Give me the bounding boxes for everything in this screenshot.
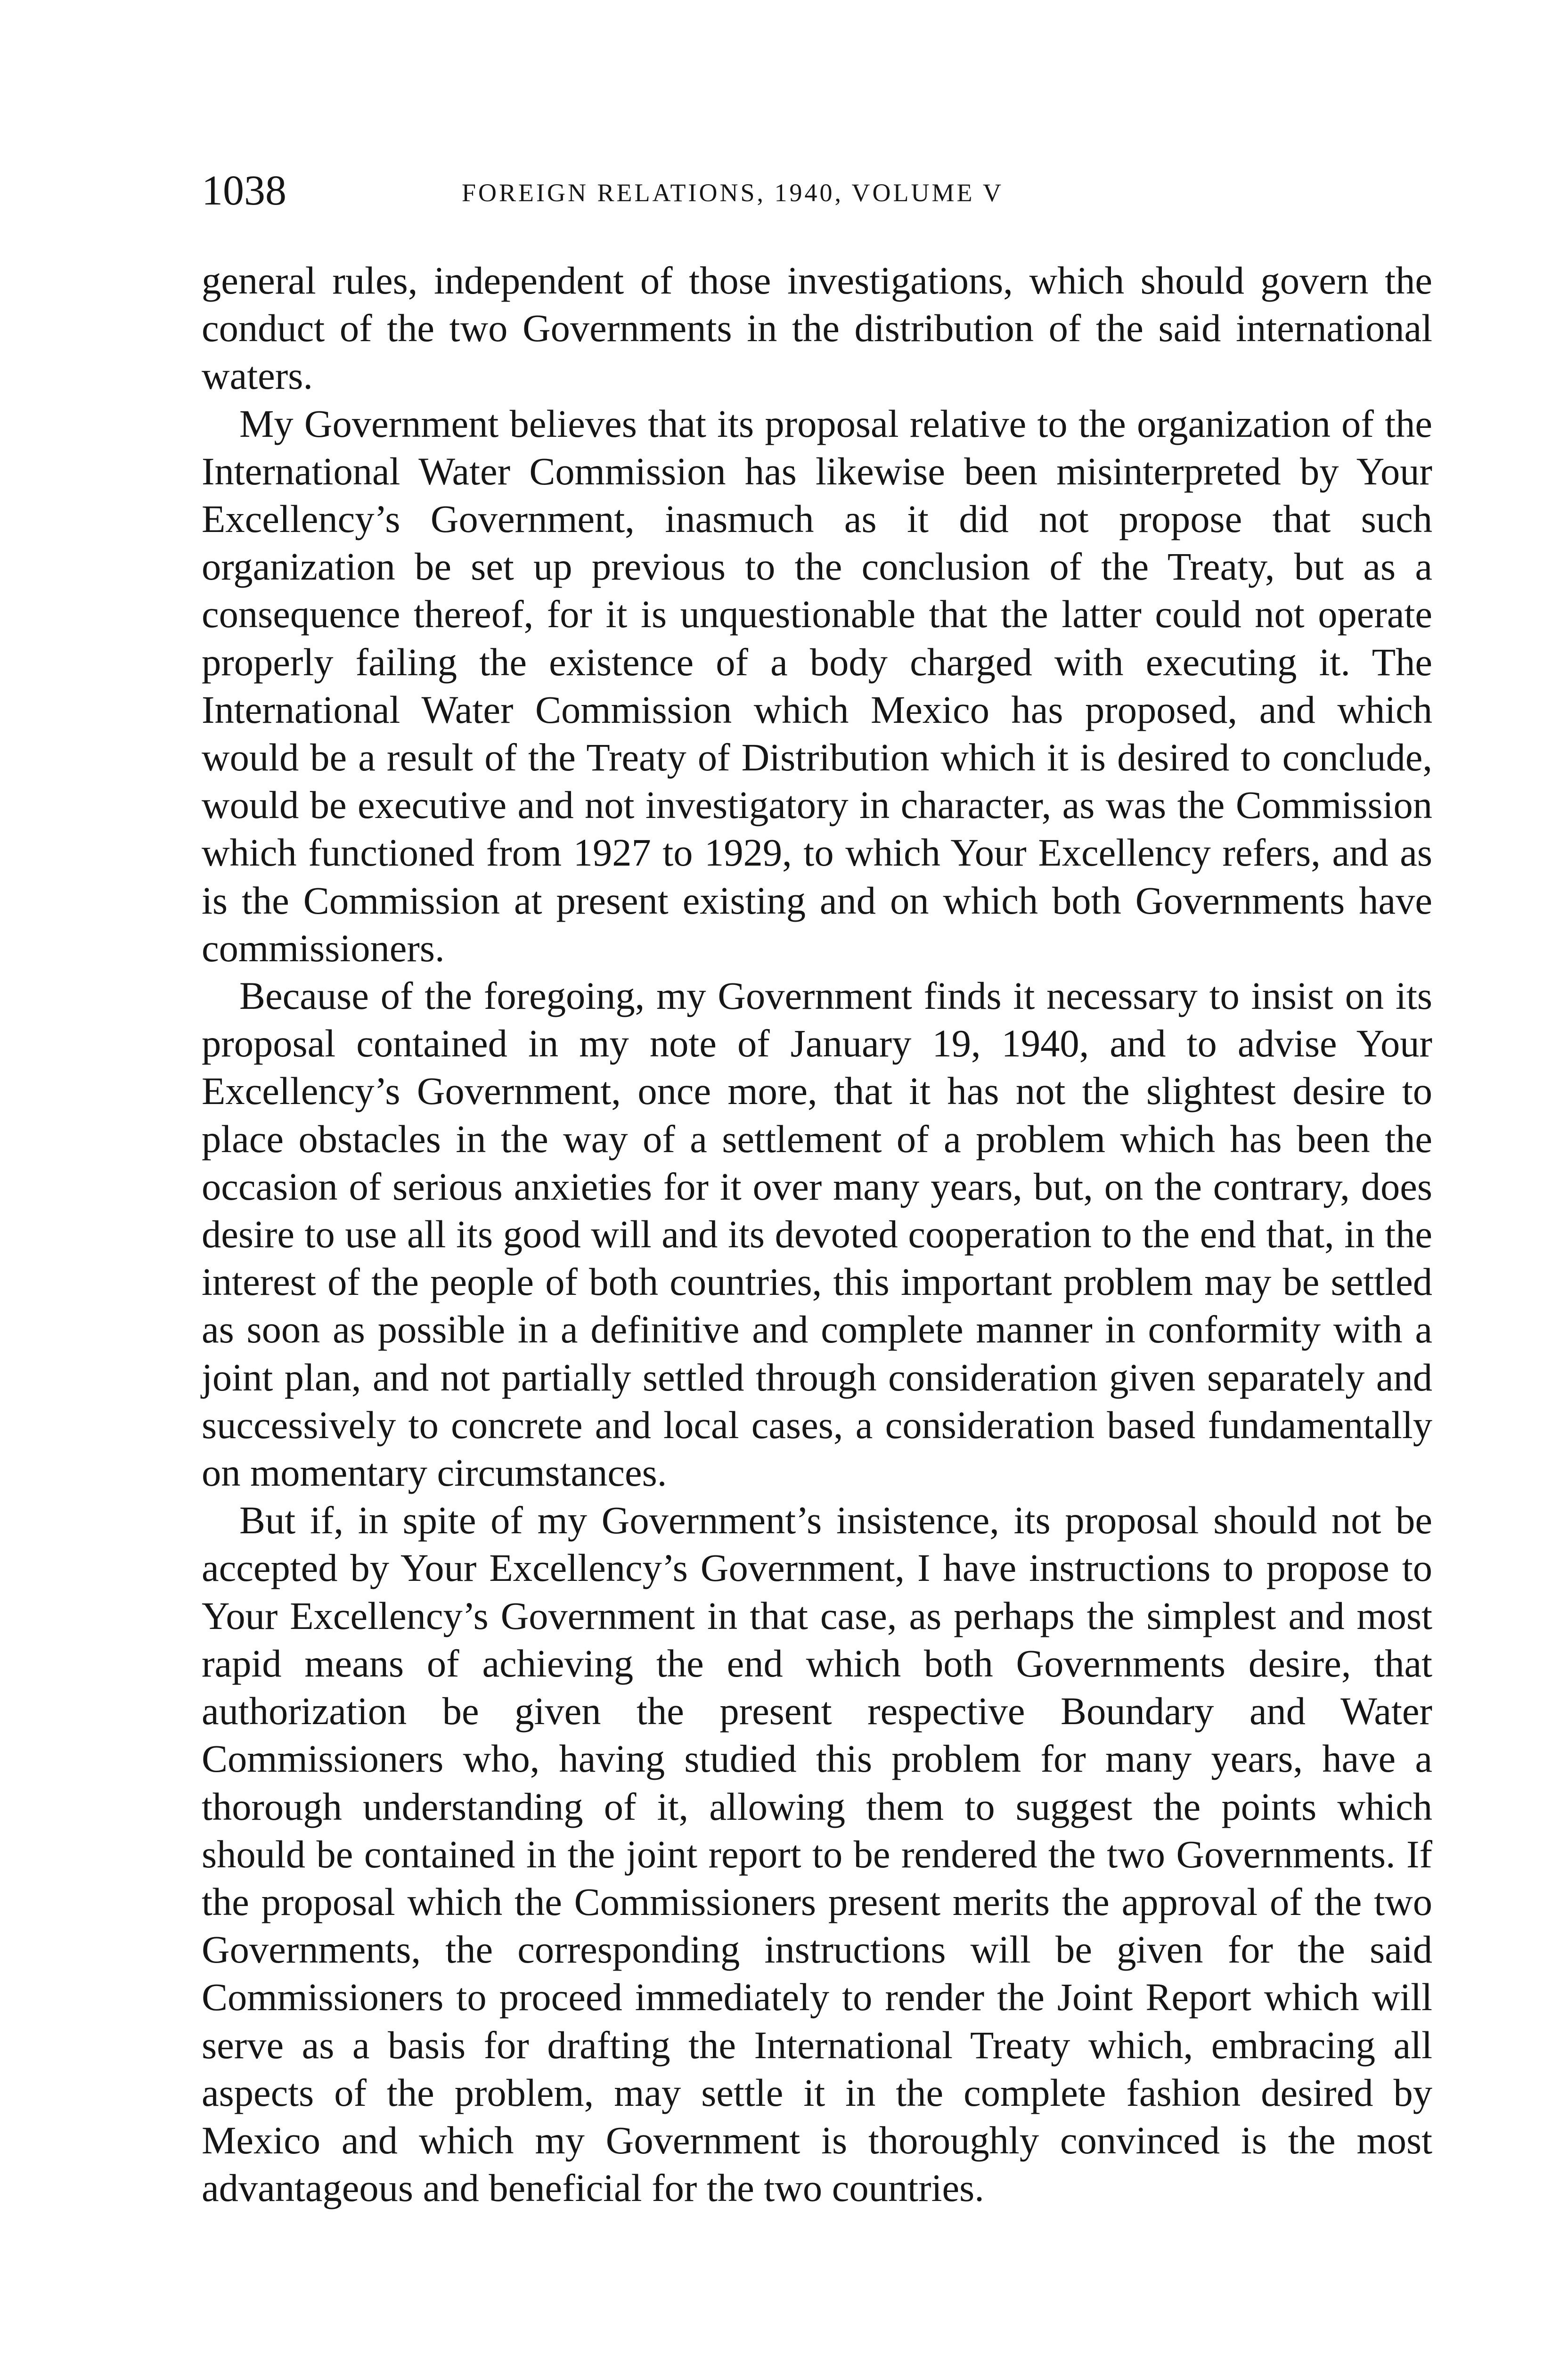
running-header — [202, 167, 1432, 214]
paragraph-commission-interpretation: My Government believes that its proposal relative to the organization of the International Water Commission has likewise been misinterpreted by Your Excellency’s Government, inasmuch as it did not propose that such organization be set up previous to the conclusion of the Treaty, but as a consequence thereof, for it is unquestionable that the latter could not operate properly failing the existence of a body charged with executing it. The International Water Commission which Mexico has proposed, and which would be a result of the Treaty of Distribution which it is desired to conclude, would be executive and not investigatory in character, as was the Commission which functioned from 1927 to 1929, to which Your Excellency refers, and as is the Commission at present existing and on which both Governments have commissioners. — [202, 401, 1432, 970]
body-text — [202, 257, 1432, 2212]
running-title: FOREIGN RELATIONS, 1940, VOLUME V — [462, 179, 1004, 207]
page-number: 1038 — [202, 167, 286, 214]
paragraph-alternative-proposal: But if, in spite of my Government’s insistence, its proposal should not be accepted by Your Excellency’s Government, I have instructions to propose to Your Excellency’s Government in that case, as perhaps the simplest and most rapid means of achieving the end which both Governments desire, that authorization be given the present respective Boundary and Water Commissioners who, having studied this problem for many years, have a thorough understanding of it, allowing them to suggest the points which should be contained in the joint report to be rendered the two Governments. If the proposal which the Commissioners present merits the approval of the two Governments, the corresponding instructions will be given for the said Commissioners to proceed immediately to render the Joint Report which will serve as a basis for drafting the International Treaty which, embracing all aspects of the problem, may settle it in the complete fashion desired by Mexico and which my Government is thoroughly convinced is the most advantageous and beneficial for the two countries. — [202, 1498, 1432, 2210]
paragraph-continuation: general rules, independent of those investigations, which should govern the conduct of the two Governments in the distribution of the said international waters. — [202, 259, 1432, 398]
paragraph-insistence-on-proposal: Because of the foregoing, my Government finds it necessary to insist on its proposal contained in my note of January 19, 1940, and to advise Your Excellency’s Government, once more, that it has not the slightest desire to place obstacles in the way of a settlement of a problem which has been the occasion of serious anxieties for it over many years, but, on the contrary, does desire to use all its good will and its devoted cooperation to the end that, in the interest of the people of both countries, this important problem may be settled as soon as possible in a definitive and complete manner in conformity with a joint plan, and not partially settled through consideration given separately and successively to concrete and local cases, a consideration based fundamentally on momentary circumstances. — [202, 974, 1432, 1495]
